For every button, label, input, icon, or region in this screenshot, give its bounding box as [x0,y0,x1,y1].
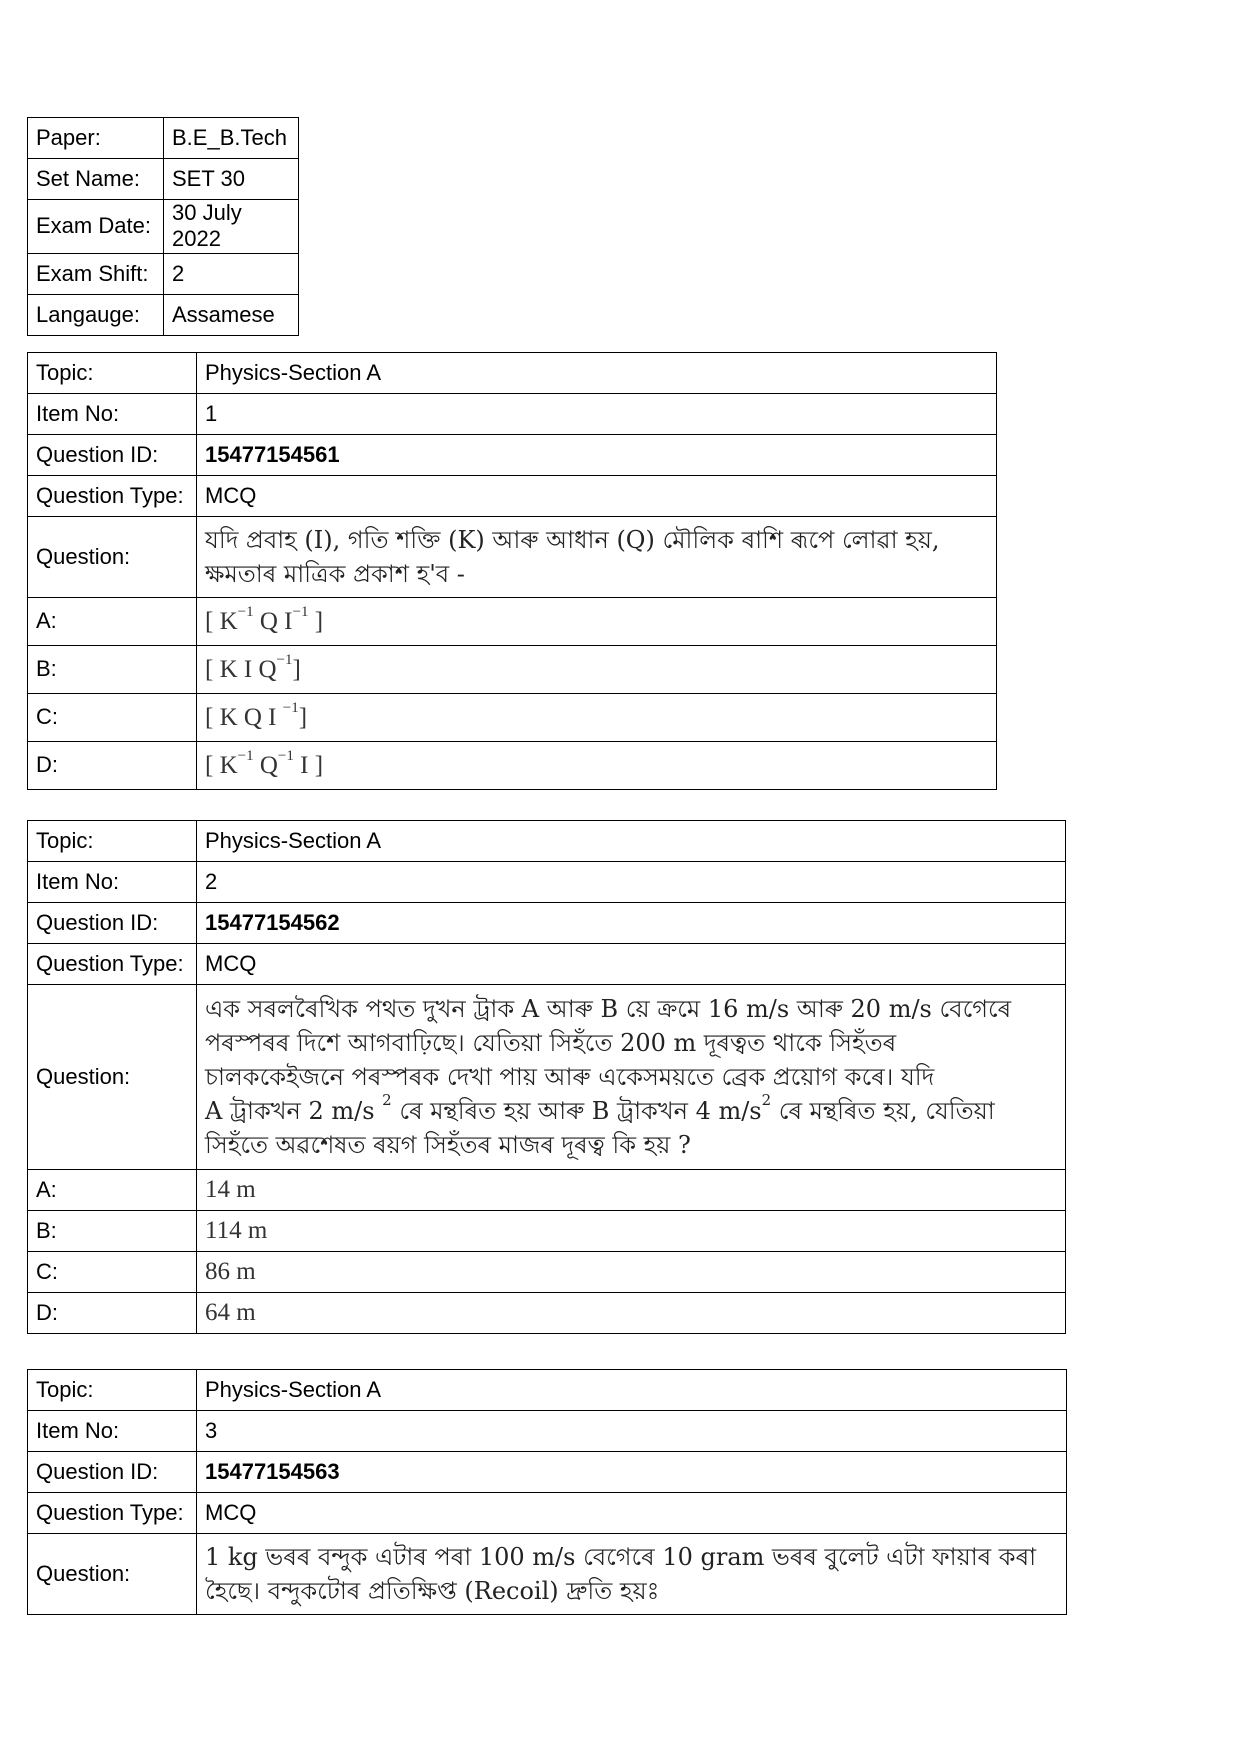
topic-label: Topic: [28,353,197,394]
question-line: এক সৰলৰৈখিক পথত দুখন ট্ৰাক A আৰু B য়ে ক্ৰমে 16 m/s আৰু 20 m/s বেগেৰে [205,994,1012,1023]
item-value: 3 [197,1411,1067,1452]
question-row [28,1534,1067,1615]
formula-exponent: −1 [292,603,309,620]
qtype-label: Question Type: [28,944,197,985]
option-a-row [28,1170,1066,1211]
qid-label: Question ID: [28,903,197,944]
question-line [205,1091,1057,1128]
question-2-table [27,820,1066,1334]
language-value: Assamese [164,294,299,335]
qid-label: Question ID: [28,1452,197,1493]
question-label: Question: [28,1534,197,1615]
formula-exponent: −1 [237,747,254,764]
formula-part: Q I [253,607,293,635]
qtype-row [28,1493,1067,1534]
language-row [28,294,299,335]
formula-part: [ K [205,751,238,779]
option-d-row [28,742,997,790]
topic-label: Topic: [28,1370,197,1411]
item-value: 2 [197,862,1066,903]
formula-part: ] [308,607,324,635]
date-row [28,200,299,254]
qid-row [28,1452,1067,1493]
option-d-label: D: [28,742,197,790]
question-text [197,1534,1067,1615]
formula-part: ] [298,703,308,731]
item-row [28,862,1066,903]
topic-value: Physics-Section A [197,821,1066,862]
question-line: যদি প্ৰবাহ (I), গতি শক্তি (K) আৰু আধান (Q) মৌলিক ৰাশি ৰূপে লোৱা হয়, [205,526,940,554]
formula-part: Q [253,751,278,779]
qid-row [28,903,1066,944]
question-line: সিহঁতে অৱশেষত ৰয়গ সিহঁতৰ মাজৰ দূৰত্ব কি হয় ? [205,1131,691,1160]
question-fragment: A ট্ৰাকখন 2 m/s [205,1097,383,1126]
question-1-table [27,352,997,790]
formula-exponent: −1 [282,699,299,716]
question-label: Question: [28,985,197,1170]
topic-row [28,1370,1067,1411]
option-d-text [197,742,997,790]
topic-label: Topic: [28,821,197,862]
option-c-label: C: [28,1252,197,1293]
question-exponent: 2 [382,1091,392,1110]
exam-info-table [27,117,299,336]
qtype-value: MCQ [197,476,997,517]
question-line: ক্ষমতাৰ মাত্ৰিক প্ৰকাশ হ'ব - [205,560,465,589]
set-row [28,159,299,200]
option-a-label: A: [28,598,197,646]
question-row [28,985,1066,1170]
item-label: Item No: [28,862,197,903]
option-b-row [28,1211,1066,1252]
question-text [197,985,1066,1170]
option-a-label: A: [28,1170,197,1211]
qtype-label: Question Type: [28,476,197,517]
topic-row [28,353,997,394]
qid-row [28,435,997,476]
option-a-text [197,598,997,646]
paper-row [28,118,299,159]
option-d-row [28,1293,1066,1334]
topic-row [28,821,1066,862]
qid-value: 15477154562 [197,903,1066,944]
question-line: 1 kg ভৰৰ বন্দুক এটাৰ পৰা 100 m/s বেগেৰে 10 gram ভৰৰ বুলেট এটা ফায়াৰ কৰা [205,1543,1037,1571]
shift-value: 2 [164,253,299,294]
question-line: চালককেইজনে পৰস্পৰক দেখা পায় আৰু একেসময়তে ব্ৰেক প্ৰয়োগ কৰে। যদি [205,1062,935,1091]
question-fragment: ৰে মন্থৰিত হয় আৰু B ট্ৰাকখন 4 m/s [391,1097,762,1126]
question-line: পৰস্পৰৰ দিশে আগবাঢ়িছে। যেতিয়া সিহঁতে 200 m দূৰত্বত থাকে সিহঁতৰ [205,1028,897,1057]
set-value: SET 30 [164,159,299,200]
formula-exponent: −1 [237,603,254,620]
formula-part: I ] [293,751,324,779]
question-fragment: ৰে মন্থৰিত হয়, যেতিয়া [771,1097,995,1126]
topic-value: Physics-Section A [197,353,997,394]
formula-part: [ K Q I [205,703,283,731]
option-c-text [197,694,997,742]
question-3-table [27,1369,1067,1615]
question-exponent: 2 [761,1091,772,1110]
paper-value: B.E_B.Tech [164,118,299,159]
option-b-text: 114 m [197,1211,1066,1252]
option-b-row [28,646,997,694]
item-value: 1 [197,394,997,435]
option-d-label: D: [28,1293,197,1334]
option-c-text: 86 m [197,1252,1066,1293]
qid-value: 15477154561 [197,435,997,476]
question-row [28,517,997,598]
formula-exponent: −1 [277,747,294,764]
item-row [28,394,997,435]
qtype-row [28,476,997,517]
option-c-row [28,694,997,742]
option-b-label: B: [28,646,197,694]
item-label: Item No: [28,1411,197,1452]
question-line: হৈছে। বন্দুকটোৰ প্ৰতিক্ষিপ্ত (Recoil) দ্ৰুতি হয়ঃ [205,1577,660,1606]
language-label: Langauge: [28,294,164,335]
option-c-label: C: [28,694,197,742]
question-text [197,517,997,598]
date-label: Exam Date: [28,200,164,254]
date-value: 30 July 2022 [164,200,299,254]
option-a-row [28,598,997,646]
topic-value: Physics-Section A [197,1370,1067,1411]
qtype-value: MCQ [197,1493,1067,1534]
formula-part: [ K I Q [205,655,277,683]
qtype-label: Question Type: [28,1493,197,1534]
option-a-text: 14 m [197,1170,1066,1211]
question-label: Question: [28,517,197,598]
option-b-text [197,646,997,694]
formula-exponent: −1 [276,651,293,668]
paper-label: Paper: [28,118,164,159]
qtype-value: MCQ [197,944,1066,985]
option-d-text: 64 m [197,1293,1066,1334]
item-row [28,1411,1067,1452]
formula-part: ] [292,655,301,683]
qid-value: 15477154563 [197,1452,1067,1493]
set-label: Set Name: [28,159,164,200]
formula-part: [ K [205,607,238,635]
qid-label: Question ID: [28,435,197,476]
option-b-label: B: [28,1211,197,1252]
option-c-row [28,1252,1066,1293]
shift-row [28,253,299,294]
item-label: Item No: [28,394,197,435]
qtype-row [28,944,1066,985]
shift-label: Exam Shift: [28,253,164,294]
